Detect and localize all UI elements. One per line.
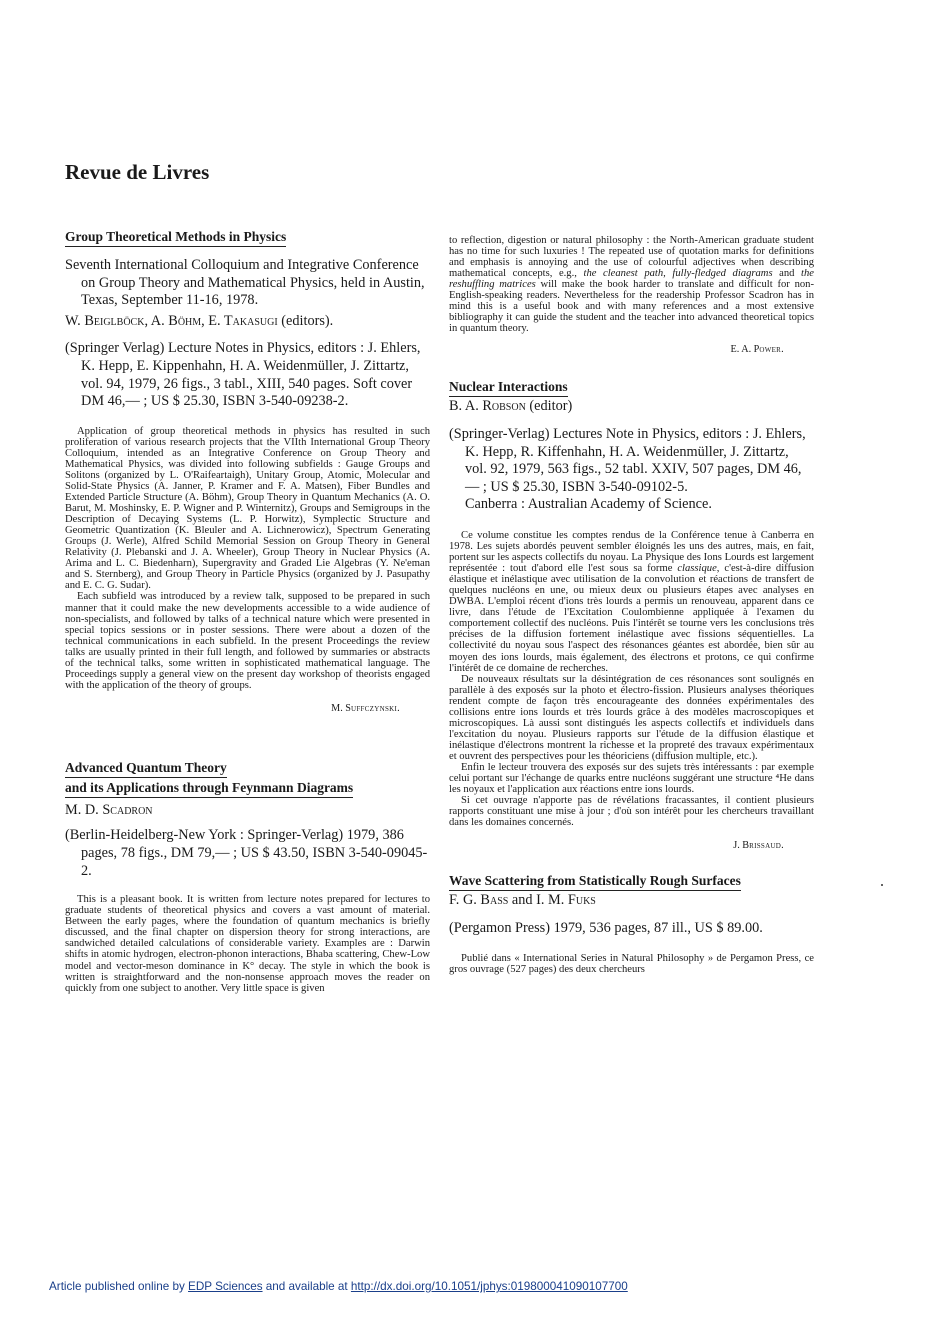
review-paragraph: Si cet ouvrage n'apporte pas de révélations fracassantes, il contient plusieurs rapports constituant une mise à jour ; d'où son intérêt pour les chercheurs travaillant dans les domaines concernés. — [449, 795, 814, 829]
publication-details: (Berlin-Heidelberg-New York : Springer-Verlag) 1979, 386 pages, 78 figs., DM 79,— ; US $ 43.50, ISBN 3-540-09045-2. — [65, 827, 428, 879]
review-paragraph: Application of group theoretical methods in physics has resulted in such proliferation of various research projects that the VIIth International Group Theory Colloquium, intended as an Integrative Conference on Group Theory and Mathematical Physics, was divided into following subfields : Gauge Groups and Solitons (organized by L. O'Raifeartaigh), Unitary Group, Atomic, Molecular and Solid-State Physics (A. Janner, P. Kramer and F. A. Matsen), Fiber Bundles and Extended Particle Structure (A. Böhm), Group Theory in Quantum Mechanics (A. O. Barut, M. Moshinsky, E. P. Wigner and P. Winternitz), Groups and Semigroups in the Description of Decaying Systems (L. P. Horwitz), Symplectic Structure and Geometric Quantization (K. Bleuler and A. Lichnerowicz), Spectrum Generating Groups (J. Werle), Alfred Schild Memorial Session on Group Theory in General Relativity (J. Plebanski and J. A. Wheeler), Group Theory in Nuclear Physics (A. Arima and L. C. Biedenharn), Supergravity and Graded Lie Algebras (Y. Ne'eman and S. Sternberg), and Group Theory in Particle Physics (organized by J. Pasupathy and E. C. G. Sudar). — [65, 425, 430, 592]
page-title: Revue de Livres — [65, 160, 210, 184]
publication-details: (Pergamon Press) 1979, 536 pages, 87 ill., US $ 89.00. — [449, 919, 763, 936]
review-paragraph: to reflection, digestion or natural philosophy : the North-American graduate student has no time for such luxuries ! The repeated use of quotation marks for definitions and emphasis is annoying and the use of colourful adjectives when describing mathematical concepts, e.g., the cleanest path, fully-fledged diagrams and the reshuffling matrices will make the book harder to translate and difficult for non-English-speaking readers. Nevertheless for the readership Professor Scadron has in mind this is a useful book and with many references and a most extensive bibliography it can guide the student and the teacher into advanced theoretical topics in quantum theory. — [449, 235, 814, 335]
reviewer-signature: J. Brissaud. — [733, 840, 784, 852]
review-paragraph: Each subfield was introduced by a review talk, supposed to be prepared in such manner that it could make the new developments accessible to a wide audience of non-specialists, and followed by talks of a technical nature which were presented in special topics sessions or in poster sessions. There were about a dozen of the technical communications in each subfield. In the present Proceedings the review talks are usually printed in their full length, and followed by summaries or abstracts of the technical talks, some written in sophisticated mathematical language. The Proceedings supply a general view on the present day workshop of theorists engaged with the application of the theory of groups. — [65, 591, 430, 691]
left-column — [65, 227, 430, 994]
doi-link[interactable]: http://dx.doi.org/10.1051/jphys:019800041090107700 — [350, 1280, 628, 1293]
review-paragraph: Enfin le lecteur trouvera des exposés sur des sujets très intéressants : par exemple celui portant sur l'échange de quarks entre nucléons suggérant une structure ⁴He dans les noyaux et l'application aux réactions entre ions lourds. — [449, 761, 814, 796]
footer-text: and available at — [262, 1280, 351, 1293]
review-paragraph: This is a pleasant book. It is written from lecture notes prepared for lectures to graduate students of theoretical physics and covers a vast amount of material. Between the early pages, where the foundation of quantum mechanics is briefly discussed, and the final chapter on dispersion theory for strong interactions, are sandwiched detailed calculations of considerable variety. Examples are : Darwin shifts in atomic hydrogen, electron-phonon interactions, Bhaba scattering, Chew-Low model and vector-meson dominance in K° decay. The style in which the book is written is straightforward and the non-nonsense approach moves the reader on quickly from one subject to another. Very little space is given — [65, 894, 430, 994]
footer-text: Article published online by — [49, 1280, 189, 1293]
review-group-theoretical-methods — [65, 227, 430, 714]
review-paragraph: Ce volume constitue les comptes rendus de la Conférence tenue à Canberra en 1978. Les sujets abordés peuvent sembler éloignés les uns des autres, mais, en fait, portent sur les aspects collectifs du noyau. La Physique des Ions Lourds est largement représentée : tout d'abord elle l'est sous sa forme classique, c'est-à-dire diffusion élastique et inélastique avec utilisation de la convolution et réactions de transfert de quelques nucléons en une, ou mieux deux ou plusieurs étapes avec analyses en DWBA. L'emploi récent d'ions très lourds a permis un renouveau, apparent dans ce livre, dans l'étude de l'Excitation Coulombienne appliquée à l'examen du comportement collectif des nucléons. Puis l'intérêt se tourne vers les conclusions très précises de la diffusion fortement inélastique avec fissions séquentielles. La collectivité du noyau sous l'aspect des résonances géantes est abordée, bien sûr au moyen des ions lourds, mais également, des électrons et protons, ce qui confirme l'intérêt de ce domaine de recherches. — [449, 529, 814, 674]
review-authors: B. A. Robson (editor) — [449, 398, 573, 415]
reviewer-signature: E. A. Power. — [730, 344, 784, 356]
review-authors: W. Beiglböck, A. Böhm, E. Takasugi (editors). — [65, 312, 334, 329]
review-title: Nuclear Interactions — [449, 377, 568, 397]
review-wave-scattering — [449, 871, 814, 975]
review-title: and its Applications through Feynmann Diagrams — [65, 778, 353, 798]
review-advanced-quantum-theory — [65, 758, 430, 994]
footer — [49, 1280, 628, 1293]
publication-details: (Springer Verlag) Lecture Notes in Physics, editors : J. Ehlers, K. Hepp, E. Kippenhahn, H. A. Weidenmüller, J. Zittartz, vol. 94, 1979, 26 figs., 3 tabl., XIII, 540 pages. Soft cover DM 46,— ; US $ 25.30, ISBN 3-540-09238-2. — [65, 340, 421, 410]
review-title: Advanced Quantum Theory — [65, 758, 227, 778]
stray-mark — [881, 884, 883, 886]
review-nuclear-interactions — [449, 377, 814, 851]
publication-details: Canberra : Australian Academy of Science. — [465, 496, 712, 513]
publisher-link[interactable]: EDP Sciences — [188, 1280, 263, 1293]
right-column — [449, 227, 814, 976]
review-title: Group Theoretical Methods in Physics — [65, 227, 286, 247]
publication-details: (Springer-Verlag) Lectures Note in Physics, editors : J. Ehlers, K. Hepp, R. Kiffenhahn, H. A. Weidenmüller, J. Zittartz, vol. 92, 1979, 563 figs., 52 tabl. XXIV, 507 pages, DM 46,— ; US $ 25.30, ISBN 3-540-09102-5. — [449, 426, 806, 495]
review-paragraph: Publié dans « International Series in Natural Philosophy » de Pergamon Press, ce gros ouvrage (527 pages) des deux chercheurs — [449, 953, 814, 976]
review-paragraph: De nouveaux résultats sur la désintégration de ces résonances sont soulignés en parallèle à des exposés sur la photo et électro-fission. Plusieurs analyses théoriques rendent compte de façon très encourageante des données expérimentales des collisions entre ions lourds et très lourds grâce à des modèles macroscopiques et microscopiques. Là aussi sont distingués les aspects collectifs et individuels dans l'excitation du noyau. Plusieurs rapports sur l'étude de la diffusion élastique et inélastique d'électrons montrent la richesse et la propreté des travaux expérimentaux et ouvrent des perspectives pour les théoriciens (diffusion multiple, etc.). — [449, 673, 814, 762]
review-authors: M. D. Scadron — [65, 801, 153, 818]
review-authors: F. G. Bass and I. M. Fuks — [449, 892, 596, 909]
conference-description: Seventh International Colloquium and Integrative Conference on Group Theory and Mathematical Physics, held in Austin, Texas, September 11-16, 1978. — [65, 257, 425, 309]
reviewer-signature: M. Suffczynski. — [331, 702, 400, 714]
review-title: Wave Scattering from Statistically Rough Surfaces — [449, 871, 741, 891]
